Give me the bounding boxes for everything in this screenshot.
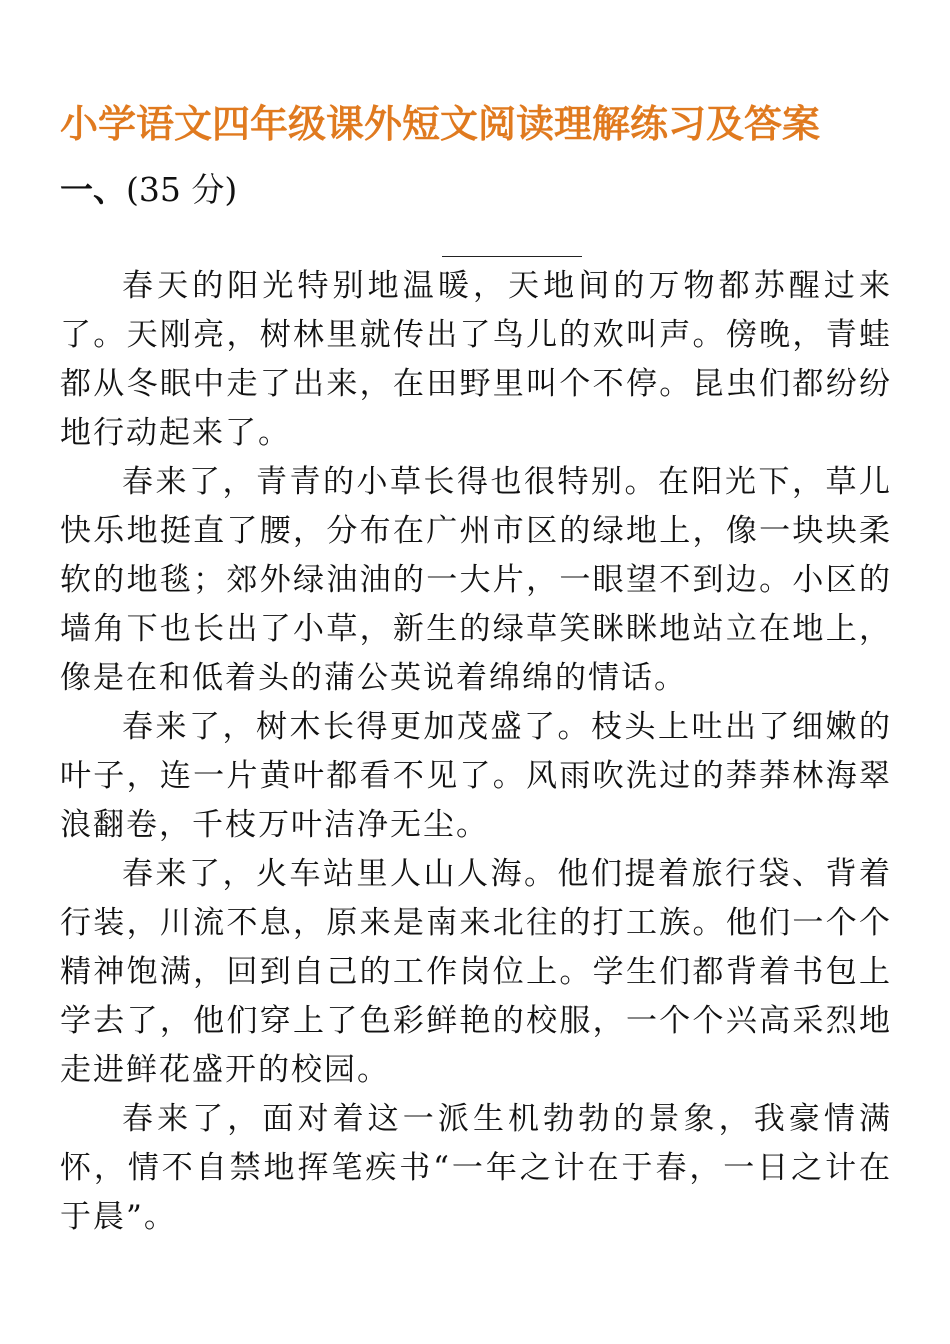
paragraph: 春天的阳光特别地温暖，天地间的万物都苏醒过来了。天刚亮，树林里就传出了鸟儿的欢叫声。傍晚，青蛙都从冬眠中走了出来，在田野里叫个不停。昆虫们都纷纷地行动起来了。 xyxy=(60,268,892,451)
section-number: 一、 xyxy=(60,170,126,209)
section-score: (35 分) xyxy=(126,170,238,209)
paragraph: 春来了，火车站里人山人海。他们提着旅行袋、背着行装，川流不息，原来是南来北往的打工族。他们一个个精神饱满，回到自己的工作岗位上。学生们都背着书包上学去了，他们穿上了色彩鲜艳的校服，一个个兴高采烈地走进鲜花盛开的校园。 xyxy=(60,856,892,1088)
paragraph: 春来了，青青的小草长得也很特别。在阳光下，草儿快乐地挺直了腰，分布在广州市区的绿地上，像一块块柔软的地毯；郊外绿油油的一大片，一眼望不到边。小区的墙角下也长出了小草，新生的绿草笑眯眯地站立在地上，像是在和低着头的蒲公英说着绵绵的情话。 xyxy=(60,464,892,696)
section-heading xyxy=(60,166,237,214)
paragraph: 春来了，面对着这一派生机勃勃的景象，我豪情满怀，情不自禁地挥笔疾书“一年之计在于春，一日之计在于晨”。 xyxy=(60,1101,892,1235)
document-title: 小学语文四年级课外短文阅读理解练习及答案 xyxy=(60,102,821,146)
passage-body xyxy=(60,262,892,1242)
passage-title-blank xyxy=(442,256,582,257)
paragraph: 春来了，树木长得更加茂盛了。枝头上吐出了细嫩的叶子，连一片黄叶都看不见了。风雨吹洗过的莽莽林海翠浪翻卷，千枝万叶洁净无尘。 xyxy=(60,709,892,843)
